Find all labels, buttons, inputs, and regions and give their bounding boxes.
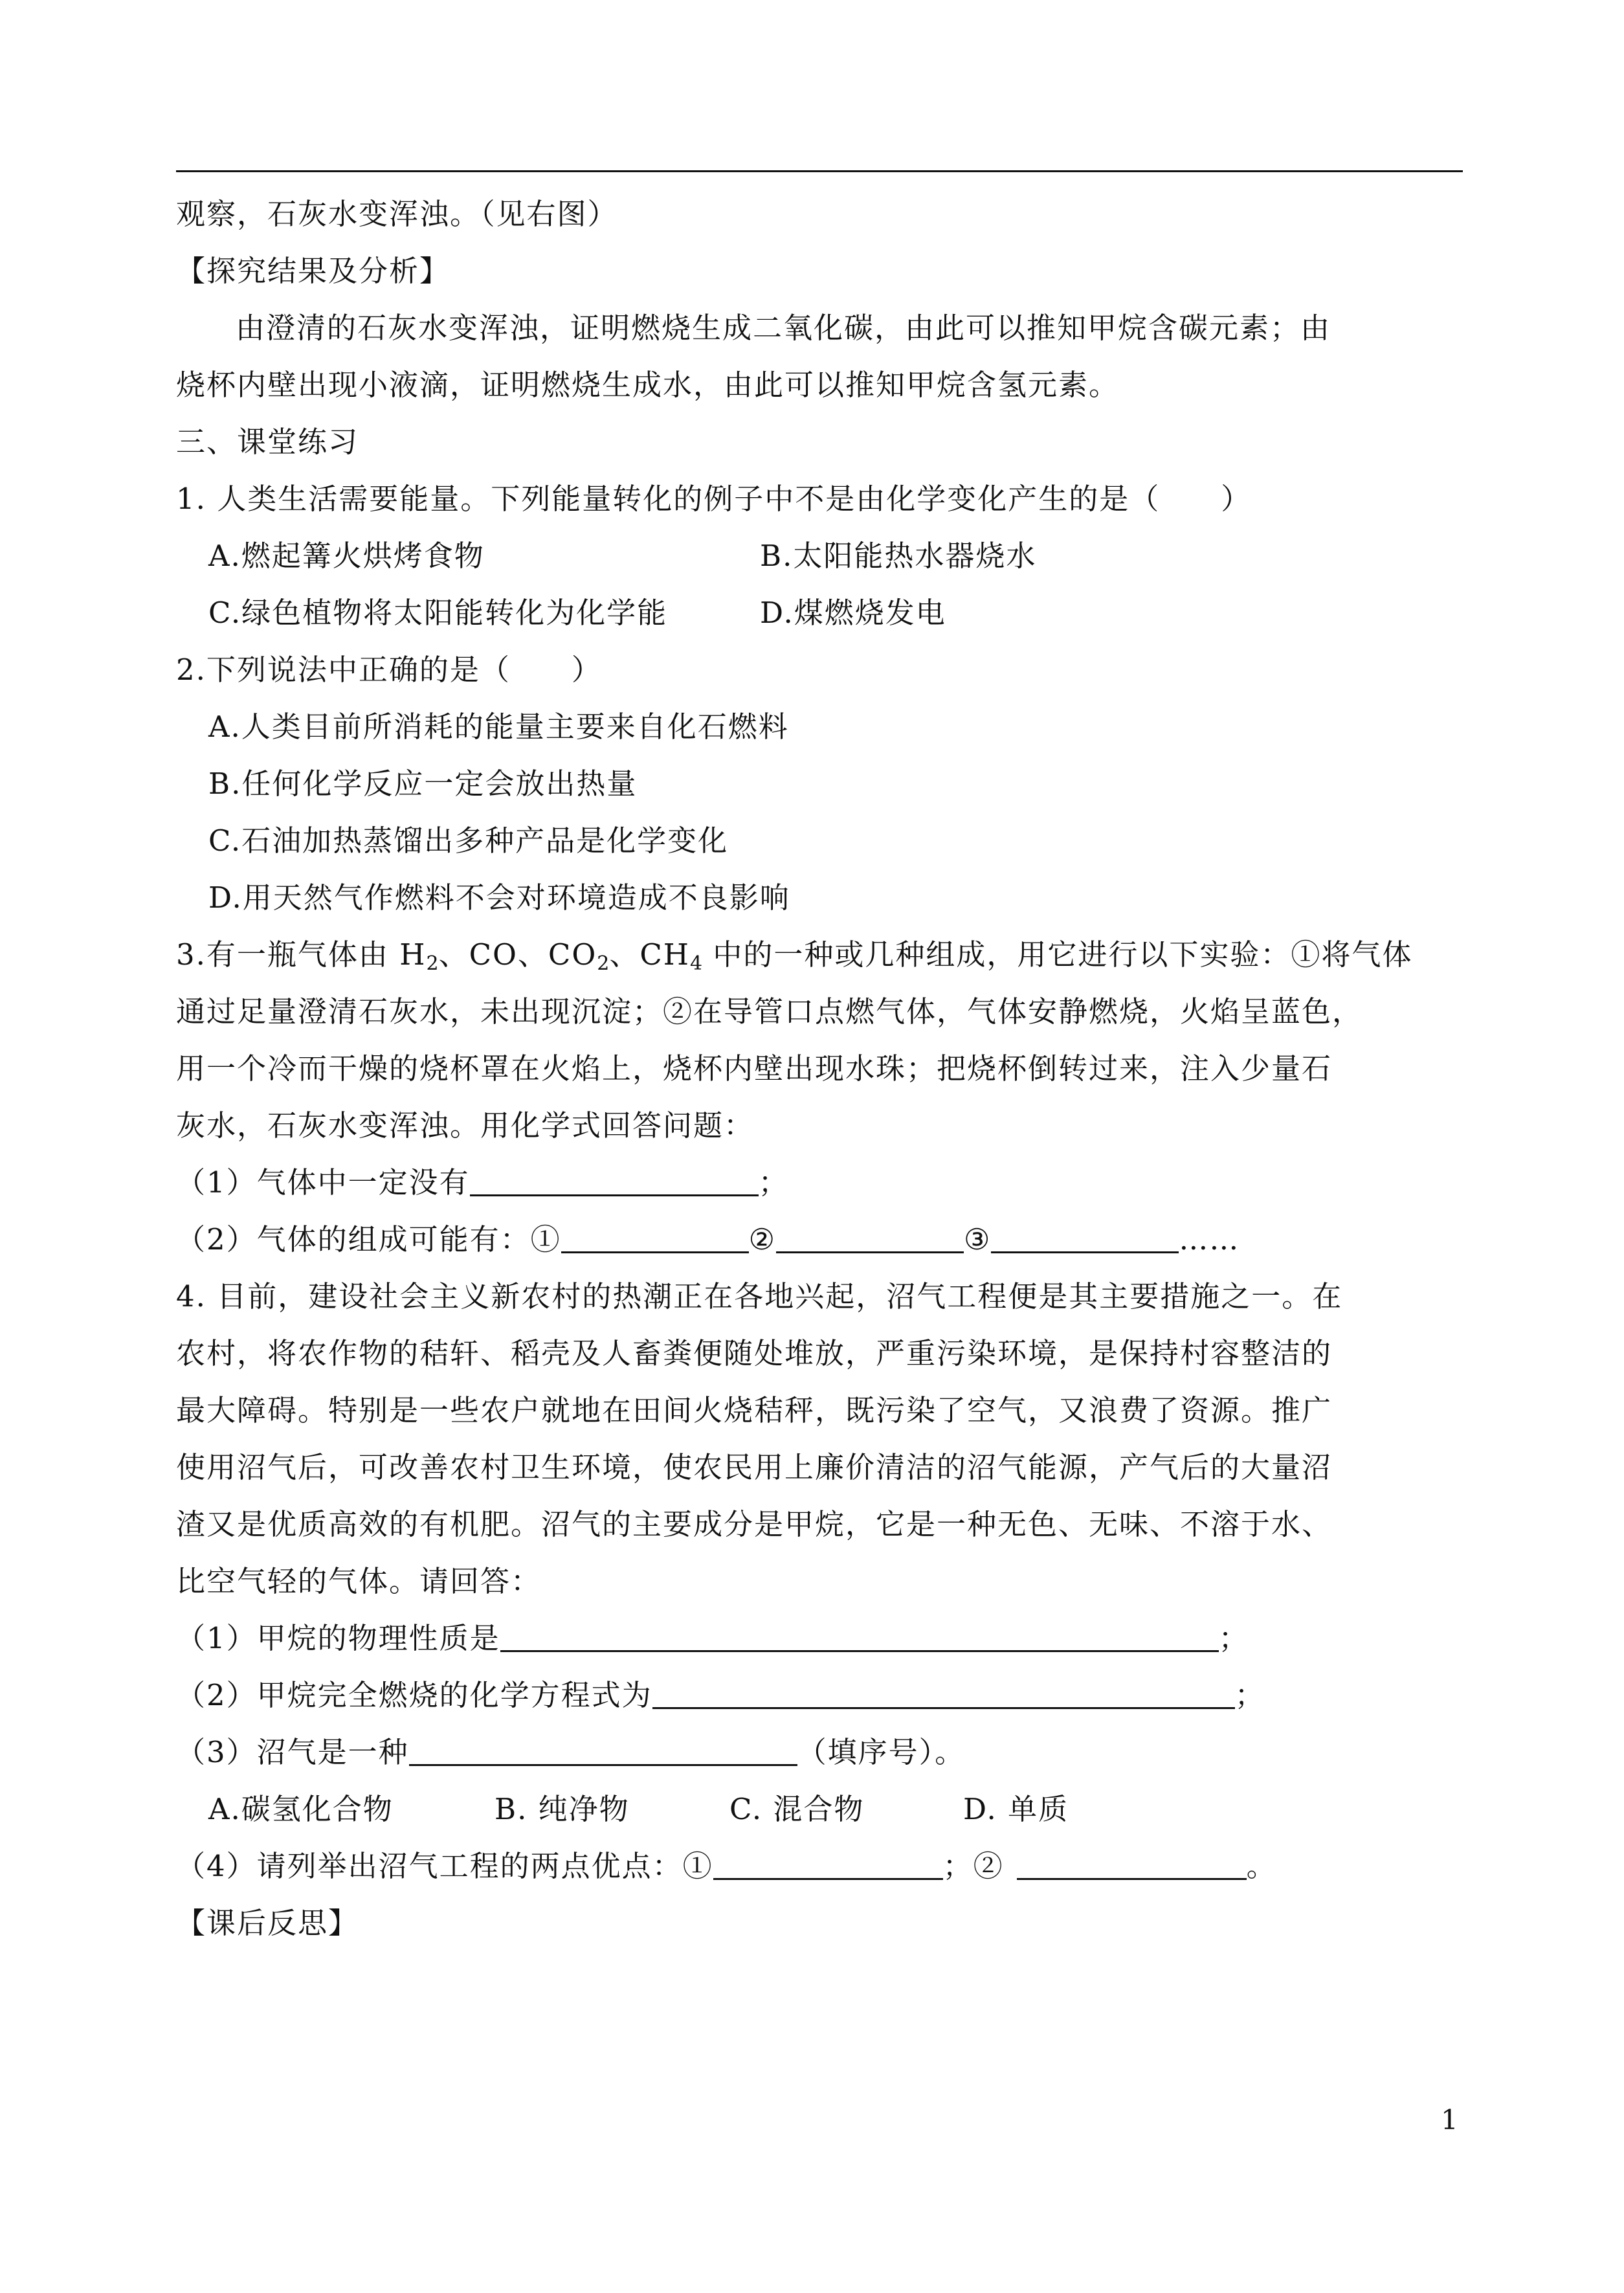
q4-stem-line-4: 使用沼气后，可改善农村卫生环境，使农民用上廉价清洁的沼气能源，产气后的大量沼 <box>176 1450 1333 1484</box>
q1-option-a: A.燃起篝火烘烤食物 <box>208 539 485 573</box>
page-number: 1 <box>1441 2104 1458 2136</box>
co2-subscript: 2 <box>597 952 610 975</box>
q4-part-3-options <box>176 1781 1464 1838</box>
section-heading-exercises: 三、课堂练习 <box>176 425 359 459</box>
q4-part-1 <box>176 1610 1464 1667</box>
q3-stem-part-c: 、CH <box>609 937 691 972</box>
q3-part-2-label: （2）气体的组成可能有：① <box>176 1222 561 1257</box>
q4-part-4-label: （4）请列举出沼气工程的两点优点：① <box>176 1849 713 1883</box>
q2-option-c: C.石油加热蒸馏出多种产品是化学变化 <box>208 823 729 858</box>
q3-part-2-mark-3: ③ <box>963 1222 992 1257</box>
q4-option-c: C. 混合物 <box>729 1792 865 1826</box>
q4-part-3-answer-blank[interactable] <box>409 1725 797 1766</box>
q4-option-d: D. 单质 <box>963 1792 1069 1826</box>
q2-option-b: B.任何化学反应一定会放出热量 <box>208 766 638 801</box>
q2-stem: 2.下列说法中正确的是（ ） <box>176 653 602 687</box>
q4-part-2-answer-blank[interactable] <box>652 1668 1235 1709</box>
ch4-subscript: 4 <box>690 952 703 975</box>
section-heading-results: 【探究结果及分析】 <box>176 254 450 288</box>
q1-options-row-2 <box>176 585 1464 642</box>
q4-stem-line-1: 4. 目前，建设社会主义新农村的热潮正在各地兴起，沼气工程便是其主要措施之一。在 <box>176 1279 1343 1314</box>
q3-stem-line-3: 用一个冷而干燥的烧杯罩在火焰上，烧杯内壁出现水珠；把烧杯倒转过来，注入少量石 <box>176 1051 1333 1086</box>
q4-part-4-mid: ；② <box>942 1849 1004 1883</box>
q3-part-2-blank-1[interactable] <box>561 1213 749 1253</box>
q4-stem-line-6: 比空气轻的气体。请回答： <box>176 1564 542 1598</box>
q4-part-4 <box>176 1838 1464 1895</box>
q4-stem-line-3: 最大障碍。特别是一些农户就地在田间火烧秸秤，既污染了空气，又浪费了资源。推广 <box>176 1393 1333 1427</box>
q3-stem-line-2: 通过足量澄清石灰水，未出现沉淀；②在导管口点燃气体，气体安静燃烧，火焰呈蓝色， <box>176 994 1363 1029</box>
q1-option-b: B.太阳能热水器烧水 <box>760 539 1037 573</box>
q4-part-4-blank-2[interactable] <box>1017 1839 1247 1880</box>
q3-stem-line-4: 灰水，石灰水变浑浊。用化学式回答问题： <box>176 1108 755 1143</box>
q4-part-1-answer-blank[interactable] <box>500 1611 1219 1652</box>
q4-part-1-label: （1）甲烷的物理性质是 <box>176 1621 500 1655</box>
observation-line: 观察，石灰水变浑浊。（见右图） <box>176 197 618 231</box>
q4-part-1-end: ； <box>1218 1621 1249 1655</box>
q4-option-a: A.碳氢化合物 <box>208 1792 394 1826</box>
q3-part-2-mark-2: ② <box>748 1222 776 1257</box>
q1-stem: 1. 人类生活需要能量。下列能量转化的例子中不是由化学变化产生的是（ ） <box>176 482 1252 516</box>
header-rule <box>176 170 1463 172</box>
q4-part-3-end: （填序号）。 <box>797 1735 966 1769</box>
q4-part-3 <box>176 1724 1464 1781</box>
q4-part-4-blank-1[interactable] <box>713 1839 943 1880</box>
analysis-line-1: 由澄清的石灰水变浑浊，证明燃烧生成二氧化碳，由此可以推知甲烷含碳元素；由 <box>236 311 1331 345</box>
q3-part-2-blank-2[interactable] <box>776 1213 964 1253</box>
q4-part-2-end: ； <box>1234 1678 1265 1712</box>
q3-part-1-answer-blank[interactable] <box>470 1156 759 1196</box>
q4-part-3-label: （3）沼气是一种 <box>176 1735 409 1769</box>
page-content <box>176 186 1464 1952</box>
q3-part-2-ellipsis: …… <box>1179 1222 1240 1257</box>
q4-part-2-label: （2）甲烷完全燃烧的化学方程式为 <box>176 1678 652 1712</box>
q2-option-a: A.人类目前所消耗的能量主要来自化石燃料 <box>208 710 789 744</box>
q3-stem-part-a: 3.有一瓶气体由 H <box>176 937 427 972</box>
q1-option-c: C.绿色植物将太阳能转化为化学能 <box>208 596 668 630</box>
q4-part-2 <box>176 1667 1464 1724</box>
q4-stem-line-5: 渣又是优质高效的有机肥。沼气的主要成分是甲烷，它是一种无色、无味、不溶于水、 <box>176 1507 1333 1541</box>
q3-stem-line-1 <box>176 926 1464 983</box>
q3-part-1 <box>176 1154 1464 1211</box>
section-heading-reflection: 【课后反思】 <box>176 1906 359 1940</box>
q3-part-2 <box>176 1211 1464 1268</box>
q4-part-4-end: 。 <box>1246 1849 1277 1883</box>
analysis-line-2: 烧杯内壁出现小液滴，证明燃烧生成水，由此可以推知甲烷含氢元素。 <box>176 368 1120 402</box>
q3-part-1-label: （1）气体中一定没有 <box>176 1165 470 1200</box>
q3-stem-part-b: 、CO、CO <box>438 937 597 972</box>
h2-subscript: 2 <box>426 952 439 975</box>
q1-option-d: D.煤燃烧发电 <box>760 596 946 630</box>
q2-option-d: D.用天然气作燃料不会对环境造成不良影响 <box>208 880 790 915</box>
q1-options-row-1 <box>176 528 1464 585</box>
q3-part-2-blank-3[interactable] <box>991 1213 1179 1253</box>
q4-stem-line-2: 农村，将农作物的秸轩、稻壳及人畜粪便随处堆放，严重污染环境，是保持村容整洁的 <box>176 1336 1333 1370</box>
q3-part-1-end: ； <box>758 1165 789 1200</box>
q4-option-b: B. 纯净物 <box>495 1792 630 1826</box>
q3-stem-part-d: 中的一种或几种组成，用它进行以下实验：①将气体 <box>702 937 1413 972</box>
